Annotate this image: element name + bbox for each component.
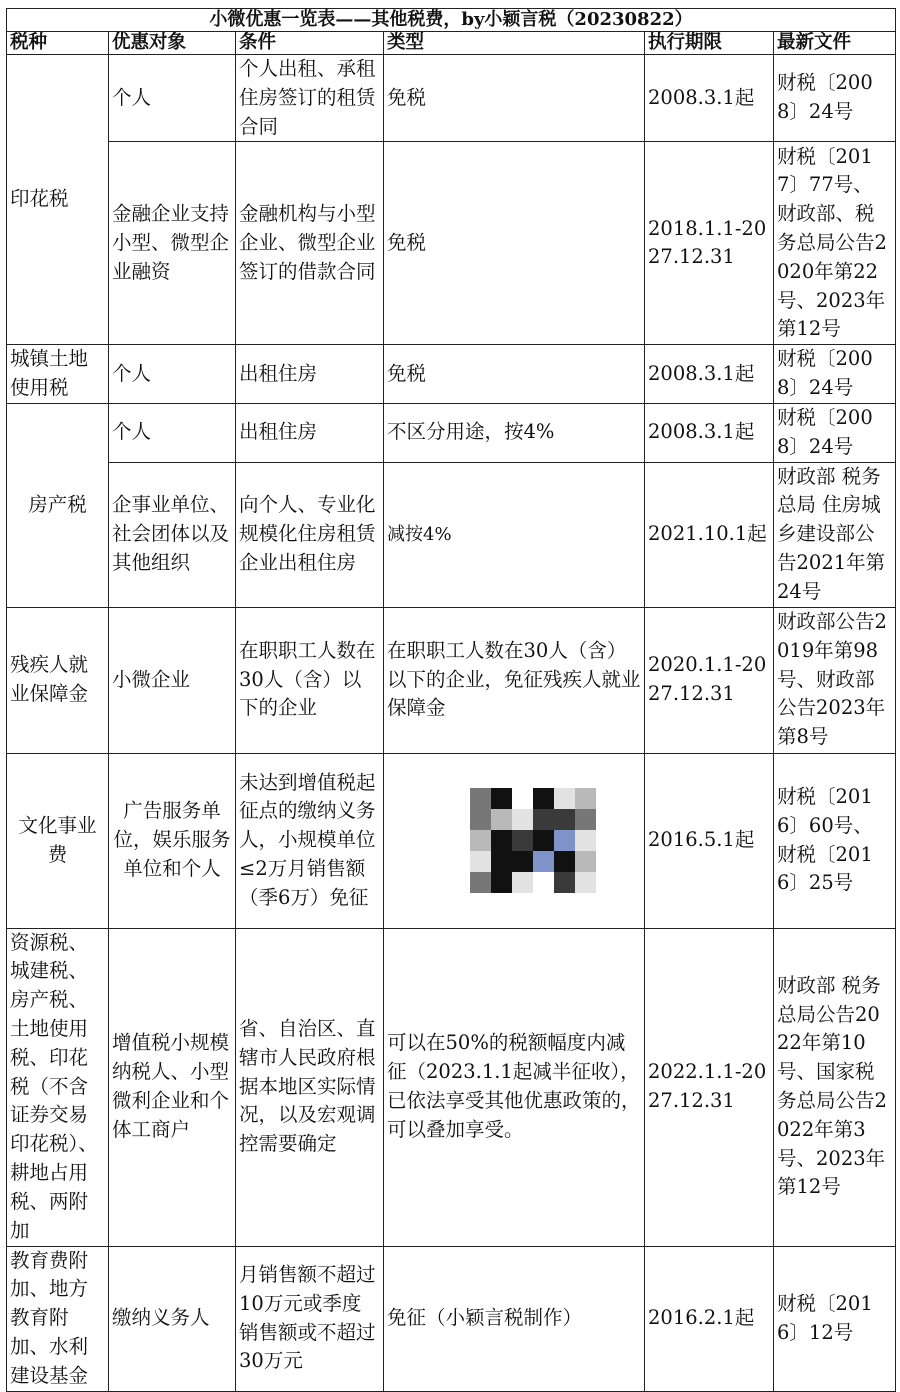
pixelated-qr-code-image	[449, 776, 579, 906]
cell-condition: 出租住房	[236, 403, 384, 462]
cell-period: 2008.3.1起	[645, 55, 774, 142]
cell-type: 免税	[384, 55, 645, 142]
header-document: 最新文件	[774, 32, 896, 55]
table-title-row	[7, 9, 896, 32]
cell-condition: 在职职工人数在30人（含）以下的企业	[236, 607, 384, 753]
qr-mosaic-block	[512, 830, 533, 851]
qr-mosaic-block	[512, 851, 533, 872]
cell-target: 个人	[109, 403, 236, 462]
header-period: 执行期限	[645, 32, 774, 55]
table-row	[7, 403, 896, 462]
qr-mosaic-block	[575, 851, 596, 872]
header-target: 优惠对象	[109, 32, 236, 55]
cell-period: 2022.1.1-2027.12.31	[645, 928, 774, 1246]
cell-type: 在职职工人数在30人（含）以下的企业，免征残疾人就业保障金	[384, 607, 645, 753]
header-type: 类型	[384, 32, 645, 55]
table-row	[7, 55, 896, 142]
cell-target: 广告服务单位，娱乐服务单位和个人	[109, 753, 236, 928]
cell-condition: 个人出租、承租住房签订的租赁合同	[236, 55, 384, 142]
cell-target: 缴纳义务人	[109, 1246, 236, 1391]
cell-document: 财税〔2016〕12号	[774, 1246, 896, 1391]
cell-tax-cultural-fee: 文化事业费	[7, 753, 109, 928]
cell-document: 财税〔2017〕77号、财政部、税务总局公告2020年第22号、2023年第12号	[774, 142, 896, 345]
cell-target: 增值税小规模纳税人、小型微利企业和个体工商户	[109, 928, 236, 1246]
cell-document: 财税〔2008〕24号	[774, 345, 896, 404]
qr-mosaic-block	[533, 851, 554, 872]
header-tax-type: 税种	[7, 32, 109, 55]
qr-mosaic-block	[533, 830, 554, 851]
cell-type: 免征（小颖言税制作）	[384, 1246, 645, 1391]
qr-mosaic-block	[470, 809, 491, 830]
cell-document: 财政部 税务总局 住房城乡建设部公告2021年第24号	[774, 462, 896, 607]
cell-period: 2020.1.1-2027.12.31	[645, 607, 774, 753]
qr-mosaic-block	[512, 809, 533, 830]
qr-mosaic-block	[575, 809, 596, 830]
qr-mosaic-block	[554, 830, 575, 851]
cell-tax-property: 房产税	[7, 403, 109, 607]
cell-tax-disability-fund: 残疾人就业保障金	[7, 607, 109, 753]
preferential-policy-table	[6, 8, 896, 1392]
cell-tax-education-surcharge: 教育费附加、地方教育附加、水利建设基金	[7, 1246, 109, 1391]
table-row	[7, 142, 896, 345]
qr-mosaic-block	[491, 809, 512, 830]
qr-mosaic-block	[470, 872, 491, 893]
qr-mosaic-block	[554, 809, 575, 830]
cell-condition: 金融机构与小型企业、微型企业签订的借款合同	[236, 142, 384, 345]
cell-document: 财政部 税务总局公告2022年第10号、国家税务总局公告2022年第3号、2023年第12号	[774, 928, 896, 1246]
cell-period: 2021.10.1起	[645, 462, 774, 607]
cell-type: 可以在50%的税额幅度内减征（2023.1.1起减半征收），已依法享受其他优惠政策的，可以叠加享受。	[384, 928, 645, 1246]
cell-period: 2016.2.1起	[645, 1246, 774, 1391]
qr-mosaic-block	[470, 788, 491, 809]
qr-mosaic-block	[470, 851, 491, 872]
cell-target: 个人	[109, 345, 236, 404]
cell-period: 2016.5.1起	[645, 753, 774, 928]
cell-document: 财税〔2008〕24号	[774, 55, 896, 142]
cell-type: 免税	[384, 142, 645, 345]
cell-target: 个人	[109, 55, 236, 142]
qr-mosaic-block	[491, 830, 512, 851]
qr-mosaic-block	[554, 872, 575, 893]
cell-tax-six-taxes: 资源税、城建税、房产税、土地使用税、印花税（不含证券交易印花税）、耕地占用税、两附加	[7, 928, 109, 1246]
header-row	[7, 32, 896, 55]
cell-type: 免税	[384, 345, 645, 404]
qr-mosaic-block	[554, 788, 575, 809]
qr-mosaic-block	[554, 851, 575, 872]
cell-condition: 省、自治区、直辖市人民政府根据本地区实际情况，以及宏观调控需要确定	[236, 928, 384, 1246]
qr-mosaic-block	[533, 809, 554, 830]
cell-document: 财税〔2008〕24号	[774, 403, 896, 462]
cell-period: 2008.3.1起	[645, 345, 774, 404]
cell-condition: 向个人、专业化规模化住房租赁企业出租住房	[236, 462, 384, 607]
cell-tax-stamp-duty: 印花税	[7, 55, 109, 345]
table-row	[7, 345, 896, 404]
cell-condition: 月销售额不超过10万元或季度销售额或不超过30万元	[236, 1246, 384, 1391]
cell-document: 财政部公告2019年第98号、财政部公告2023年第8号	[774, 607, 896, 753]
cell-period: 2008.3.1起	[645, 403, 774, 462]
cell-document: 财税〔2016〕60号、财税〔2016〕25号	[774, 753, 896, 928]
table-row	[7, 607, 896, 753]
qr-mosaic-block	[491, 851, 512, 872]
qr-mosaic-block	[575, 788, 596, 809]
table-row	[7, 462, 896, 607]
cell-tax-urban-land-use: 城镇土地使用税	[7, 345, 109, 404]
qr-mosaic-block	[575, 830, 596, 851]
qr-mosaic-block	[533, 788, 554, 809]
header-condition: 条件	[236, 32, 384, 55]
cell-type: 减按4%	[384, 462, 645, 607]
cell-target: 企事业单位、社会团体以及其他组织	[109, 462, 236, 607]
qr-mosaic-block	[491, 788, 512, 809]
cell-condition: 出租住房	[236, 345, 384, 404]
table-row	[7, 928, 896, 1246]
qr-mosaic-block	[470, 830, 491, 851]
cell-target: 金融企业支持小型、微型企业融资	[109, 142, 236, 345]
cell-period: 2018.1.1-2027.12.31	[645, 142, 774, 345]
cell-type-qr	[384, 753, 645, 928]
page	[6, 8, 895, 1392]
cell-type: 不区分用途，按4%	[384, 403, 645, 462]
qr-mosaic-block	[575, 872, 596, 893]
table-row	[7, 1246, 896, 1391]
table-row	[7, 753, 896, 928]
cell-condition: 未达到增值税起征点的缴纳义务人，小规模单位≤2万月销售额（季6万）免征	[236, 753, 384, 928]
table-title: 小微优惠一览表——其他税费，by小颖言税（20230822）	[7, 9, 896, 32]
cell-target: 小微企业	[109, 607, 236, 753]
qr-mosaic-block	[491, 872, 512, 893]
qr-mosaic-block	[512, 872, 533, 893]
